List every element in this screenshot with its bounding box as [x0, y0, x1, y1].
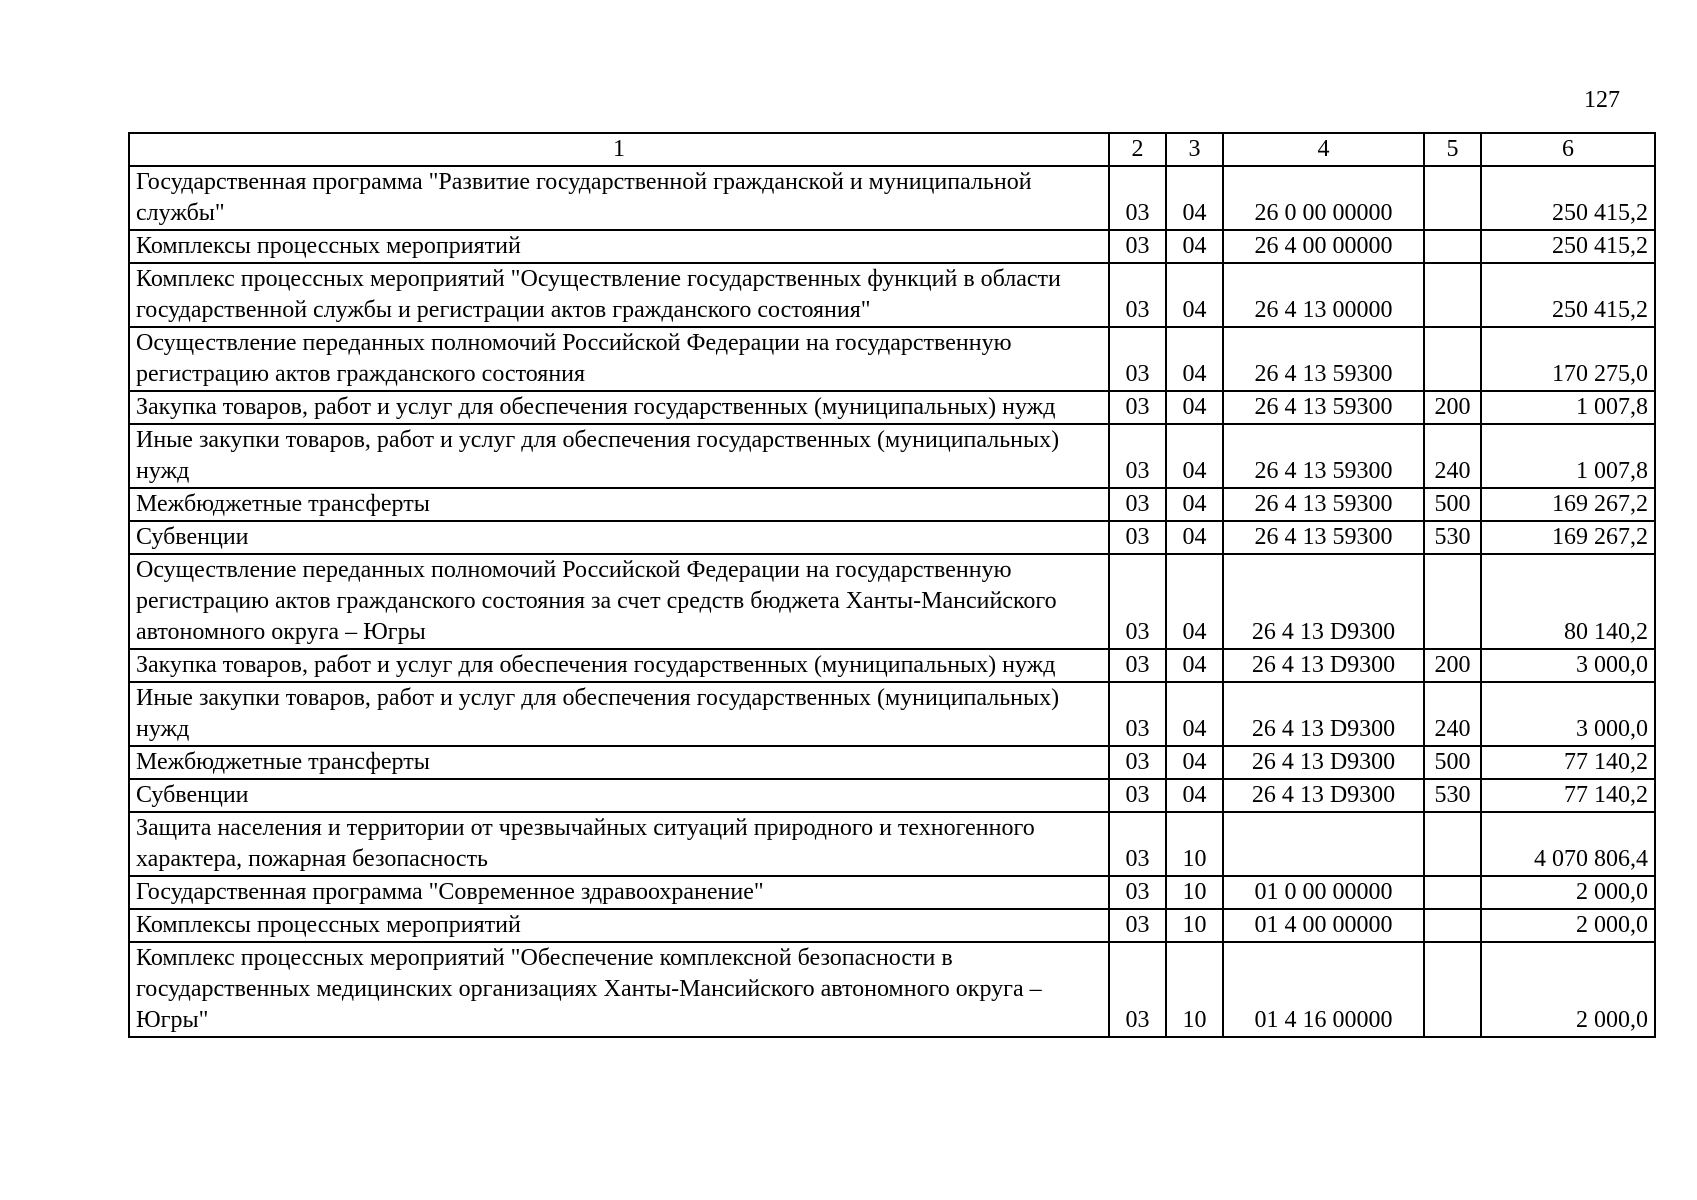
- row-subsection-cell: 04: [1166, 391, 1223, 424]
- row-name-cell: Межбюджетные трансферты: [129, 488, 1109, 521]
- row-code-cell: [1223, 812, 1424, 876]
- table-row: [129, 779, 1655, 812]
- row-name-cell: Закупка товаров, работ и услуг для обеспечения государственных (муниципальных) нужд: [129, 649, 1109, 682]
- row-sum-cell: 169 267,2: [1481, 488, 1655, 521]
- row-name-cell: Иные закупки товаров, работ и услуг для обеспечения государственных (муниципальных) нужд: [129, 682, 1109, 746]
- row-name-cell: Осуществление переданных полномочий Российской Федерации на государственную регистрацию актов гражданского состояния: [129, 327, 1109, 391]
- row-name-cell: Субвенции: [129, 521, 1109, 554]
- row-name-cell: Закупка товаров, работ и услуг для обеспечения государственных (муниципальных) нужд: [129, 391, 1109, 424]
- row-name-cell: Защита населения и территории от чрезвычайных ситуаций природного и техногенного характера, пожарная безопасность: [129, 812, 1109, 876]
- row-name-cell: Комплекс процессных мероприятий "Осуществление государственных функций в области государственной службы и регистрации актов гражданского состояния": [129, 263, 1109, 327]
- row-sum-cell: 3 000,0: [1481, 682, 1655, 746]
- row-section-cell: 03: [1109, 521, 1166, 554]
- row-sum-cell: 170 275,0: [1481, 327, 1655, 391]
- row-sum-cell: 4 070 806,4: [1481, 812, 1655, 876]
- row-section-cell: 03: [1109, 554, 1166, 649]
- row-subsection-cell: 04: [1166, 488, 1223, 521]
- row-subsection-cell: 04: [1166, 649, 1223, 682]
- budget-table: [128, 132, 1656, 1038]
- table-row: [129, 391, 1655, 424]
- column-header-subsection: 3: [1166, 133, 1223, 166]
- row-name-cell: Осуществление переданных полномочий Российской Федерации на государственную регистрацию актов гражданского состояния за счет средств бюджета Ханты-Мансийского автономного округа – Югры: [129, 554, 1109, 649]
- row-section-cell: 03: [1109, 166, 1166, 230]
- row-subsection-cell: 10: [1166, 876, 1223, 909]
- row-sum-cell: 250 415,2: [1481, 230, 1655, 263]
- column-header-code: 4: [1223, 133, 1424, 166]
- row-code-cell: 26 4 00 00000: [1223, 230, 1424, 263]
- row-name-cell: Государственная программа "Развитие государственной гражданской и муниципальной службы": [129, 166, 1109, 230]
- row-sum-cell: 2 000,0: [1481, 876, 1655, 909]
- column-header-sum: 6: [1481, 133, 1655, 166]
- row-sum-cell: 250 415,2: [1481, 166, 1655, 230]
- row-name-cell: Комплексы процессных мероприятий: [129, 230, 1109, 263]
- row-code-cell: 26 0 00 00000: [1223, 166, 1424, 230]
- row-type-cell: [1424, 812, 1481, 876]
- row-subsection-cell: 04: [1166, 779, 1223, 812]
- table-row: [129, 812, 1655, 876]
- row-code-cell: 26 4 13 00000: [1223, 263, 1424, 327]
- row-subsection-cell: 04: [1166, 521, 1223, 554]
- table-row: [129, 327, 1655, 391]
- table-row: [129, 649, 1655, 682]
- row-sum-cell: 80 140,2: [1481, 554, 1655, 649]
- row-code-cell: 26 4 13 D9300: [1223, 779, 1424, 812]
- row-sum-cell: 250 415,2: [1481, 263, 1655, 327]
- row-code-cell: 26 4 13 59300: [1223, 521, 1424, 554]
- row-type-cell: [1424, 263, 1481, 327]
- row-code-cell: 01 0 00 00000: [1223, 876, 1424, 909]
- row-subsection-cell: 04: [1166, 424, 1223, 488]
- row-sum-cell: 1 007,8: [1481, 424, 1655, 488]
- row-name-cell: Межбюджетные трансферты: [129, 746, 1109, 779]
- row-subsection-cell: 04: [1166, 554, 1223, 649]
- table-row: [129, 682, 1655, 746]
- row-code-cell: 26 4 13 D9300: [1223, 746, 1424, 779]
- table-row: [129, 746, 1655, 779]
- row-sum-cell: 77 140,2: [1481, 779, 1655, 812]
- row-code-cell: 26 4 13 D9300: [1223, 649, 1424, 682]
- row-type-cell: 530: [1424, 779, 1481, 812]
- row-type-cell: [1424, 166, 1481, 230]
- row-section-cell: 03: [1109, 812, 1166, 876]
- row-sum-cell: 2 000,0: [1481, 909, 1655, 942]
- table-row: [129, 876, 1655, 909]
- row-type-cell: 500: [1424, 488, 1481, 521]
- column-header-name: 1: [129, 133, 1109, 166]
- row-type-cell: [1424, 554, 1481, 649]
- row-code-cell: 01 4 16 00000: [1223, 942, 1424, 1037]
- row-type-cell: 200: [1424, 649, 1481, 682]
- row-type-cell: [1424, 876, 1481, 909]
- row-type-cell: [1424, 909, 1481, 942]
- row-type-cell: [1424, 327, 1481, 391]
- row-section-cell: 03: [1109, 909, 1166, 942]
- row-name-cell: Комплексы процессных мероприятий: [129, 909, 1109, 942]
- row-subsection-cell: 04: [1166, 166, 1223, 230]
- row-section-cell: 03: [1109, 391, 1166, 424]
- row-section-cell: 03: [1109, 779, 1166, 812]
- row-section-cell: 03: [1109, 230, 1166, 263]
- row-section-cell: 03: [1109, 327, 1166, 391]
- row-sum-cell: 169 267,2: [1481, 521, 1655, 554]
- column-header-expense-type: 5: [1424, 133, 1481, 166]
- row-subsection-cell: 04: [1166, 746, 1223, 779]
- row-code-cell: 26 4 13 59300: [1223, 327, 1424, 391]
- page-number: 127: [1584, 87, 1620, 113]
- row-name-cell: Комплекс процессных мероприятий "Обеспечение комплексной безопасности в государственных медицинских организациях Ханты-Мансийского автономного округа – Югры": [129, 942, 1109, 1037]
- row-type-cell: 240: [1424, 682, 1481, 746]
- row-type-cell: [1424, 942, 1481, 1037]
- table-row: [129, 521, 1655, 554]
- row-code-cell: 26 4 13 59300: [1223, 424, 1424, 488]
- row-code-cell: 26 4 13 59300: [1223, 488, 1424, 521]
- table-row: [129, 424, 1655, 488]
- row-section-cell: 03: [1109, 682, 1166, 746]
- row-section-cell: 03: [1109, 649, 1166, 682]
- row-sum-cell: 77 140,2: [1481, 746, 1655, 779]
- row-section-cell: 03: [1109, 942, 1166, 1037]
- row-section-cell: 03: [1109, 424, 1166, 488]
- row-type-cell: 530: [1424, 521, 1481, 554]
- row-code-cell: 26 4 13 D9300: [1223, 682, 1424, 746]
- row-type-cell: 500: [1424, 746, 1481, 779]
- row-name-cell: Государственная программа "Современное здравоохранение": [129, 876, 1109, 909]
- row-subsection-cell: 10: [1166, 812, 1223, 876]
- row-section-cell: 03: [1109, 746, 1166, 779]
- row-subsection-cell: 04: [1166, 682, 1223, 746]
- row-type-cell: [1424, 230, 1481, 263]
- table-row: [129, 230, 1655, 263]
- row-type-cell: 200: [1424, 391, 1481, 424]
- row-section-cell: 03: [1109, 488, 1166, 521]
- column-header-section: 2: [1109, 133, 1166, 166]
- row-subsection-cell: 04: [1166, 230, 1223, 263]
- row-sum-cell: 1 007,8: [1481, 391, 1655, 424]
- row-name-cell: Субвенции: [129, 779, 1109, 812]
- row-code-cell: 26 4 13 D9300: [1223, 554, 1424, 649]
- header-row: [129, 133, 1655, 166]
- row-section-cell: 03: [1109, 876, 1166, 909]
- row-code-cell: 01 4 00 00000: [1223, 909, 1424, 942]
- row-subsection-cell: 10: [1166, 942, 1223, 1037]
- table-body: [129, 166, 1655, 1037]
- table-row: [129, 942, 1655, 1037]
- table-row: [129, 166, 1655, 230]
- table-row: [129, 488, 1655, 521]
- row-type-cell: 240: [1424, 424, 1481, 488]
- row-subsection-cell: 04: [1166, 263, 1223, 327]
- row-sum-cell: 2 000,0: [1481, 942, 1655, 1037]
- table-row: [129, 909, 1655, 942]
- row-sum-cell: 3 000,0: [1481, 649, 1655, 682]
- row-code-cell: 26 4 13 59300: [1223, 391, 1424, 424]
- row-section-cell: 03: [1109, 263, 1166, 327]
- row-name-cell: Иные закупки товаров, работ и услуг для обеспечения государственных (муниципальных) нужд: [129, 424, 1109, 488]
- row-subsection-cell: 10: [1166, 909, 1223, 942]
- row-subsection-cell: 04: [1166, 327, 1223, 391]
- table-row: [129, 554, 1655, 649]
- table-row: [129, 263, 1655, 327]
